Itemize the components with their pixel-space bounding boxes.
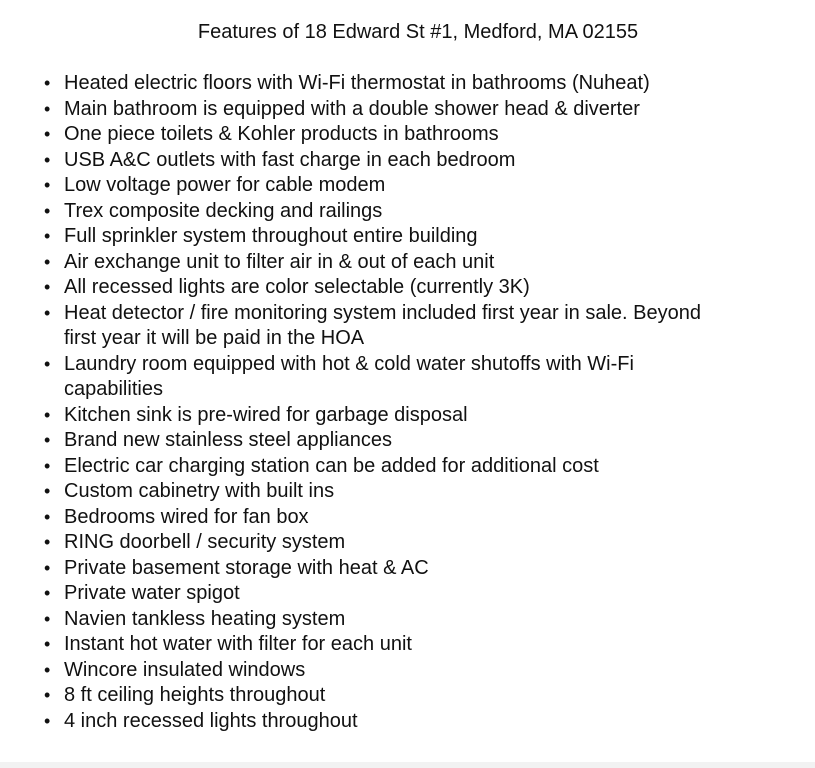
bullet-icon: • <box>44 200 51 221</box>
feature-item <box>42 632 797 658</box>
bullet-icon: • <box>44 302 51 323</box>
feature-text: RING doorbell / security system <box>64 531 346 553</box>
bullet-icon: • <box>44 430 51 450</box>
feature-text: Private basement storage with heat & AC <box>64 556 429 579</box>
feature-text: USB A&C outlets with fast charge in each bedroom <box>64 148 516 171</box>
feature-text: Wincore insulated windows <box>64 658 306 681</box>
feature-text: Navien tankless heating system <box>64 607 346 630</box>
bullet-icon: • <box>44 532 51 552</box>
feature-item <box>42 148 797 174</box>
feature-text: Instant hot water with filter for each unit <box>64 633 412 655</box>
feature-item <box>42 97 797 123</box>
feature-text: capabilities <box>64 378 163 400</box>
feature-text: 4 inch recessed lights throughout <box>64 709 358 732</box>
feature-text: Air exchange unit to filter air in & out of each unit <box>64 250 495 273</box>
bullet-icon: • <box>44 557 51 578</box>
feature-item <box>42 224 797 250</box>
feature-list <box>42 71 797 734</box>
feature-item <box>42 403 797 429</box>
feature-text: Heat detector / fire monitoring system included first year in sale. Beyond <box>64 301 701 324</box>
bullet-icon: • <box>44 175 51 195</box>
feature-item <box>42 71 797 97</box>
bullet-icon: • <box>44 226 51 246</box>
feature-item <box>42 709 797 735</box>
feature-text: Full sprinkler system throughout entire building <box>64 225 478 247</box>
bullet-icon: • <box>44 98 51 119</box>
feature-text: 8 ft ceiling heights throughout <box>64 684 326 706</box>
feature-text: Main bathroom is equipped with a double shower head & diverter <box>64 97 640 120</box>
feature-text: All recessed lights are color selectable (currently 3K) <box>64 276 530 298</box>
feature-text: Heated electric floors with Wi-Fi thermostat in bathrooms (Nuheat) <box>64 72 650 94</box>
feature-item <box>42 556 797 582</box>
feature-text: Private water spigot <box>64 582 240 604</box>
bottom-edge <box>0 762 815 768</box>
feature-item <box>42 607 797 633</box>
feature-item <box>42 658 797 684</box>
feature-item <box>42 479 797 505</box>
feature-item <box>42 530 797 556</box>
feature-text: Trex composite decking and railings <box>64 199 383 222</box>
feature-text: first year it will be paid in the HOA <box>64 327 365 349</box>
feature-item <box>42 250 797 276</box>
feature-text: Kitchen sink is pre-wired for garbage disposal <box>64 403 468 426</box>
bullet-icon: • <box>44 710 51 731</box>
feature-item <box>42 683 797 709</box>
feature-text: Bedrooms wired for fan box <box>64 505 309 528</box>
feature-item <box>42 581 797 607</box>
bullet-icon: • <box>44 73 51 93</box>
bullet-icon: • <box>44 481 51 501</box>
feature-item <box>42 454 797 480</box>
feature-item <box>42 505 797 531</box>
bullet-icon: • <box>44 608 51 629</box>
feature-item <box>42 301 797 352</box>
feature-item <box>42 275 797 301</box>
feature-item <box>42 428 797 454</box>
bullet-icon: • <box>44 506 51 527</box>
bullet-icon: • <box>44 124 51 144</box>
feature-item <box>42 352 797 403</box>
feature-text: Laundry room equipped with hot & cold water shutoffs with Wi-Fi <box>64 352 634 375</box>
bullet-icon: • <box>44 251 51 272</box>
bullet-icon: • <box>44 353 51 374</box>
bullet-icon: • <box>44 277 51 297</box>
bullet-icon: • <box>44 659 51 680</box>
bullet-icon: • <box>44 149 51 170</box>
feature-text: Low voltage power for cable modem <box>64 174 386 196</box>
bullet-icon: • <box>44 583 51 603</box>
bullet-icon: • <box>44 634 51 654</box>
feature-text: Electric car charging station can be added for additional cost <box>64 454 599 477</box>
feature-item <box>42 173 797 199</box>
feature-text: One piece toilets & Kohler products in bathrooms <box>64 123 499 145</box>
feature-item <box>42 122 797 148</box>
feature-text: Custom cabinetry with built ins <box>64 480 335 502</box>
feature-text: Brand new stainless steel appliances <box>64 429 392 451</box>
feature-item <box>42 199 797 225</box>
bullet-icon: • <box>44 455 51 476</box>
bullet-icon: • <box>44 685 51 705</box>
bullet-icon: • <box>44 404 51 425</box>
page-title: Features of 18 Edward St #1, Medford, MA 02155 <box>197 21 639 43</box>
